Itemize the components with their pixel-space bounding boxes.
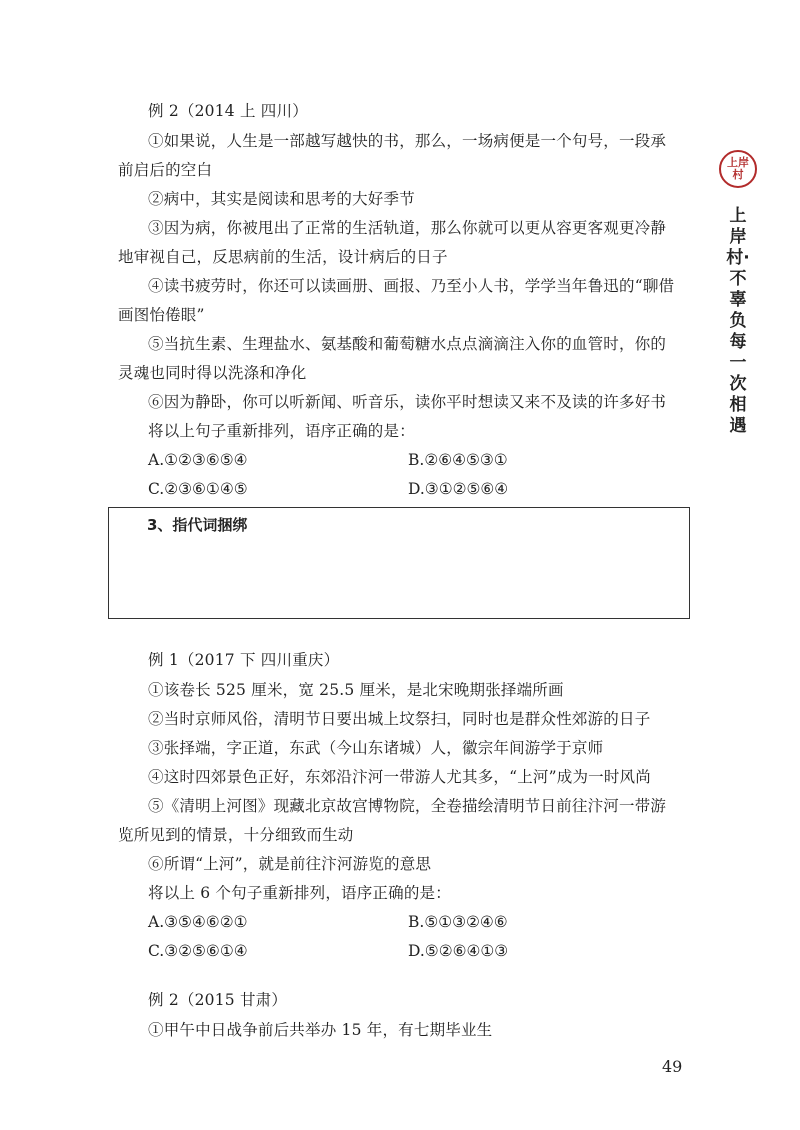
section-3-title: 3、指代词捆绑 [147,516,248,534]
brand-slogan: 上岸村·不辜负每一次相遇 [726,206,750,436]
sentence-6: ⑥因为静卧，你可以听新闻、听音乐，读你平时想读又来不及读的许多好书 [148,393,667,411]
example-2014-heading: 例 2（2014 上 四川） [148,102,308,120]
sentence-3-line-1: ③因为病，你被甩出了正常的生活轨道，那么你就可以更从容更客观更冷静 [148,219,667,237]
question-prompt: 将以上句子重新排列，语序正确的是： [148,422,415,440]
sentence-2: ②病中，其实是阅读和思考的大好季节 [148,190,415,208]
sentence-1-line-1: ①如果说，人生是一部越写越快的书，那么，一场病便是一个句号，一段承 [148,132,667,150]
example-2015-heading: 例 2（2015 甘肃） [148,991,288,1009]
option-d: D.⑤②⑥④①③ [408,942,509,960]
sentence-4-line-1: ④读书疲劳时，你还可以读画册、画报、乃至小人书，学学当年鲁迅的“聊借 [148,277,675,295]
sentence-2: ②当时京师风俗，清明节日要出城上坟祭扫，同时也是群众性郊游的日子 [148,710,651,728]
option-d: D.③①②⑤⑥④ [408,480,509,498]
sentence-4-line-2: 画图怡倦眼” [118,306,205,324]
question-prompt: 将以上 6 个句子重新排列，语序正确的是： [148,884,451,902]
sentence-6: ⑥所谓“上河”，就是前往汴河游览的意思 [148,855,432,873]
sentence-5-line-1: ⑤《清明上河图》现藏北京故宫博物院，全卷描绘清明节日前往汴河一带游 [148,797,667,815]
sentence-5-line-2: 览所见到的情景，十分细致而生动 [118,826,354,844]
sentence-5-line-1: ⑤当抗生素、生理盐水、氨基酸和葡萄糖水点点滴滴注入你的血管时，你的 [148,335,667,353]
page-number: 49 [662,1057,683,1076]
option-c: C.③②⑤⑥①④ [148,942,248,960]
option-a: A.③⑤④⑥②① [148,913,248,931]
sentence-3-line-2: 地审视自己，反思病前的生活，设计病后的日子 [118,248,448,266]
brand-seal-logo [719,150,757,188]
option-a: A.①②③⑥⑤④ [148,451,248,469]
brand-seal-text: 上岸村 [727,156,749,181]
sentence-3: ③张择端，字正道，东武（今山东诸城）人，徽宗年间游学于京师 [148,739,604,757]
sentence-5-line-2: 灵魂也同时得以洗涤和净化 [118,364,307,382]
sentence-1: ①该卷长 525 厘米，宽 25.5 厘米，是北宋晚期张择端所画 [148,681,564,699]
section-3-box [108,507,690,619]
option-c: C.②③⑥①④⑤ [148,480,248,498]
example-2017-heading: 例 1（2017 下 四川重庆） [148,651,340,669]
option-b: B.⑤①③②④⑥ [408,913,508,931]
option-b: B.②⑥④⑤③① [408,451,508,469]
sentence-1-line-2: 前启后的空白 [118,161,213,179]
sentence-4: ④这时四郊景色正好，东郊沿汴河一带游人尤其多，“上河”成为一时风尚 [148,768,651,786]
sentence-1: ①甲午中日战争前后共举办 15 年，有七期毕业生 [148,1021,493,1039]
